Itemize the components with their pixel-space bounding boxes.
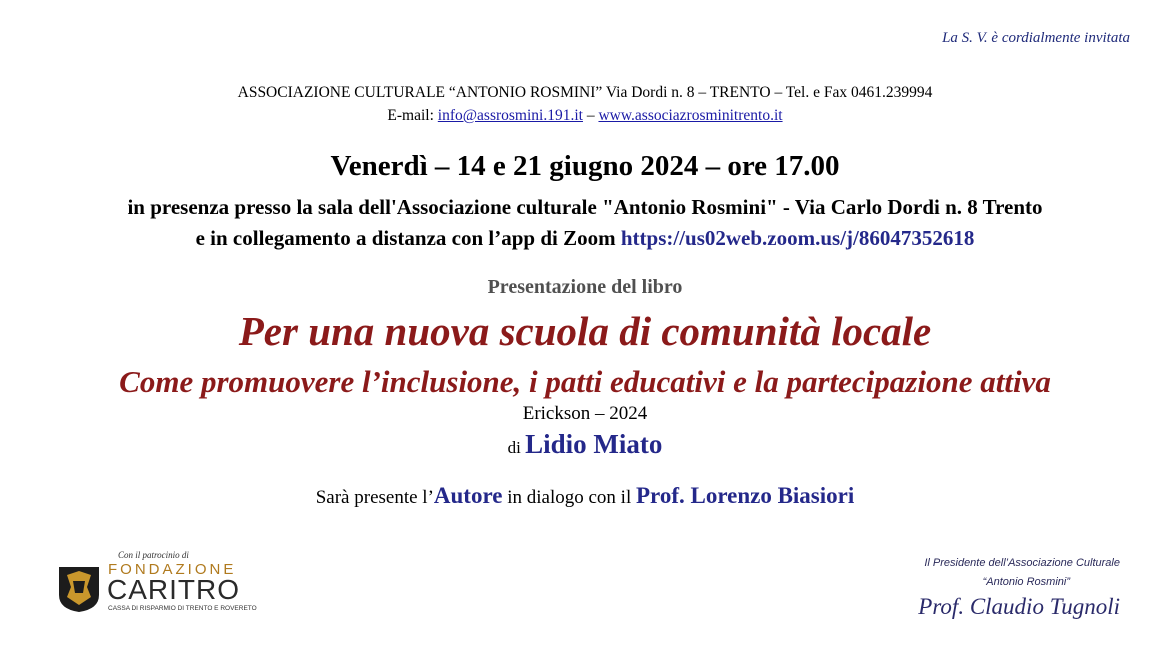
association-header: ASSOCIAZIONE CULTURALE “ANTONIO ROSMINI” Via Dordi n. 8 – TRENTO – Tel. e Fax 0461.239994 (237, 84, 933, 101)
contact-line (0, 107, 1170, 125)
book-publisher: Erickson – 2024 (522, 403, 648, 424)
author-prefix: di (507, 438, 526, 457)
presence-pre: Sarà presente l’ (315, 487, 434, 508)
separator: – (582, 107, 599, 124)
book-intro: Presentazione del libro (487, 276, 683, 298)
zoom-text: e in collegamento a distanza con l’app di Zoom (195, 226, 621, 250)
book-subtitle: Come promuovere l’inclusione, i patti educativi e la partecipazione attiva (119, 364, 1051, 399)
presence-author: Autore (433, 483, 503, 508)
sponsor-name: CARITRO (107, 574, 240, 605)
event-location: in presenza presso la sala dell'Associazione culturale "Antonio Rosmini" - Via Carlo Dordi n. 8 Trento (127, 195, 1043, 219)
email-label: E-mail: (387, 107, 438, 124)
president-title: Il Presidente dell’Associazione Culturale (924, 557, 1120, 569)
invitation-note: La S. V. è cordialmente invitata (942, 30, 1130, 46)
sponsor-subtitle: CASSA DI RISPARMIO DI TRENTO E ROVERETO (108, 605, 257, 612)
caritro-crest-icon (57, 565, 101, 613)
author-name: Lidio Miato (525, 429, 663, 459)
presence-mid: in dialogo con il (502, 487, 636, 508)
zoom-line (0, 226, 1170, 251)
presence-guest: Prof. Lorenzo Biasiori (635, 483, 855, 508)
president-signature: Prof. Claudio Tugnoli (918, 594, 1120, 619)
book-author-line (0, 429, 1170, 460)
book-title: Per una nuova scuola di comunità locale (238, 308, 932, 354)
sponsor-foundation: FONDAZIONE (108, 561, 237, 578)
event-date: Venerdì – 14 e 21 giugno 2024 – ore 17.00 (330, 150, 840, 182)
zoom-link[interactable]: https://us02web.zoom.us/j/86047352618 (620, 226, 975, 250)
website-link[interactable]: www.associazrosminitrento.it (598, 107, 783, 124)
president-association: “Antonio Rosmini” (982, 576, 1070, 588)
email-link[interactable]: info@assrosmini.191.it (437, 107, 583, 124)
presence-line (0, 483, 1170, 509)
patronage-text: Con il patrocinio di (118, 550, 189, 560)
